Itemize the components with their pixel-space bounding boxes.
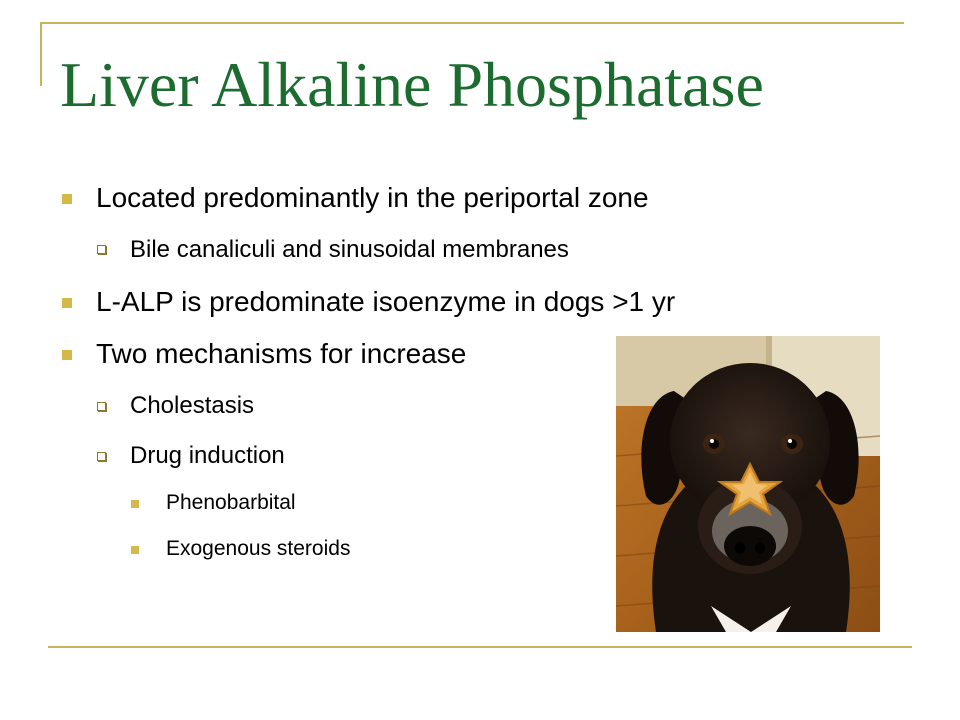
sub-bullet-item: Cholestasis — [130, 392, 255, 419]
slide-title: Liver Alkaline Phosphatase — [60, 49, 764, 120]
small-square-bullet-icon — [131, 500, 139, 508]
bullet-item: Two mechanisms for increase — [96, 338, 467, 369]
sub-bullet-item: Bile canaliculi and sinusoidal membranes — [130, 236, 569, 263]
bullet-item: Located predominantly in the periportal zone — [96, 182, 649, 213]
hollow-square-bullet-icon — [97, 452, 106, 461]
bullet-square-icon — [62, 350, 72, 360]
hollow-square-bullet-icon — [97, 245, 106, 254]
bullet-square-icon — [62, 194, 72, 204]
small-square-bullet-icon — [131, 546, 139, 554]
sub-bullet-item: Drug induction — [130, 442, 285, 469]
hollow-square-bullet-icon — [97, 402, 106, 411]
dog-photo — [616, 336, 880, 632]
bullet-square-icon — [62, 298, 72, 308]
sub-sub-bullet-item: Exogenous steroids — [166, 537, 351, 560]
dog-illustration-icon — [616, 336, 880, 632]
bullet-item: L-ALP is predominate isoenzyme in dogs >1 yr — [96, 286, 676, 317]
sub-sub-bullet-item: Phenobarbital — [166, 491, 296, 514]
